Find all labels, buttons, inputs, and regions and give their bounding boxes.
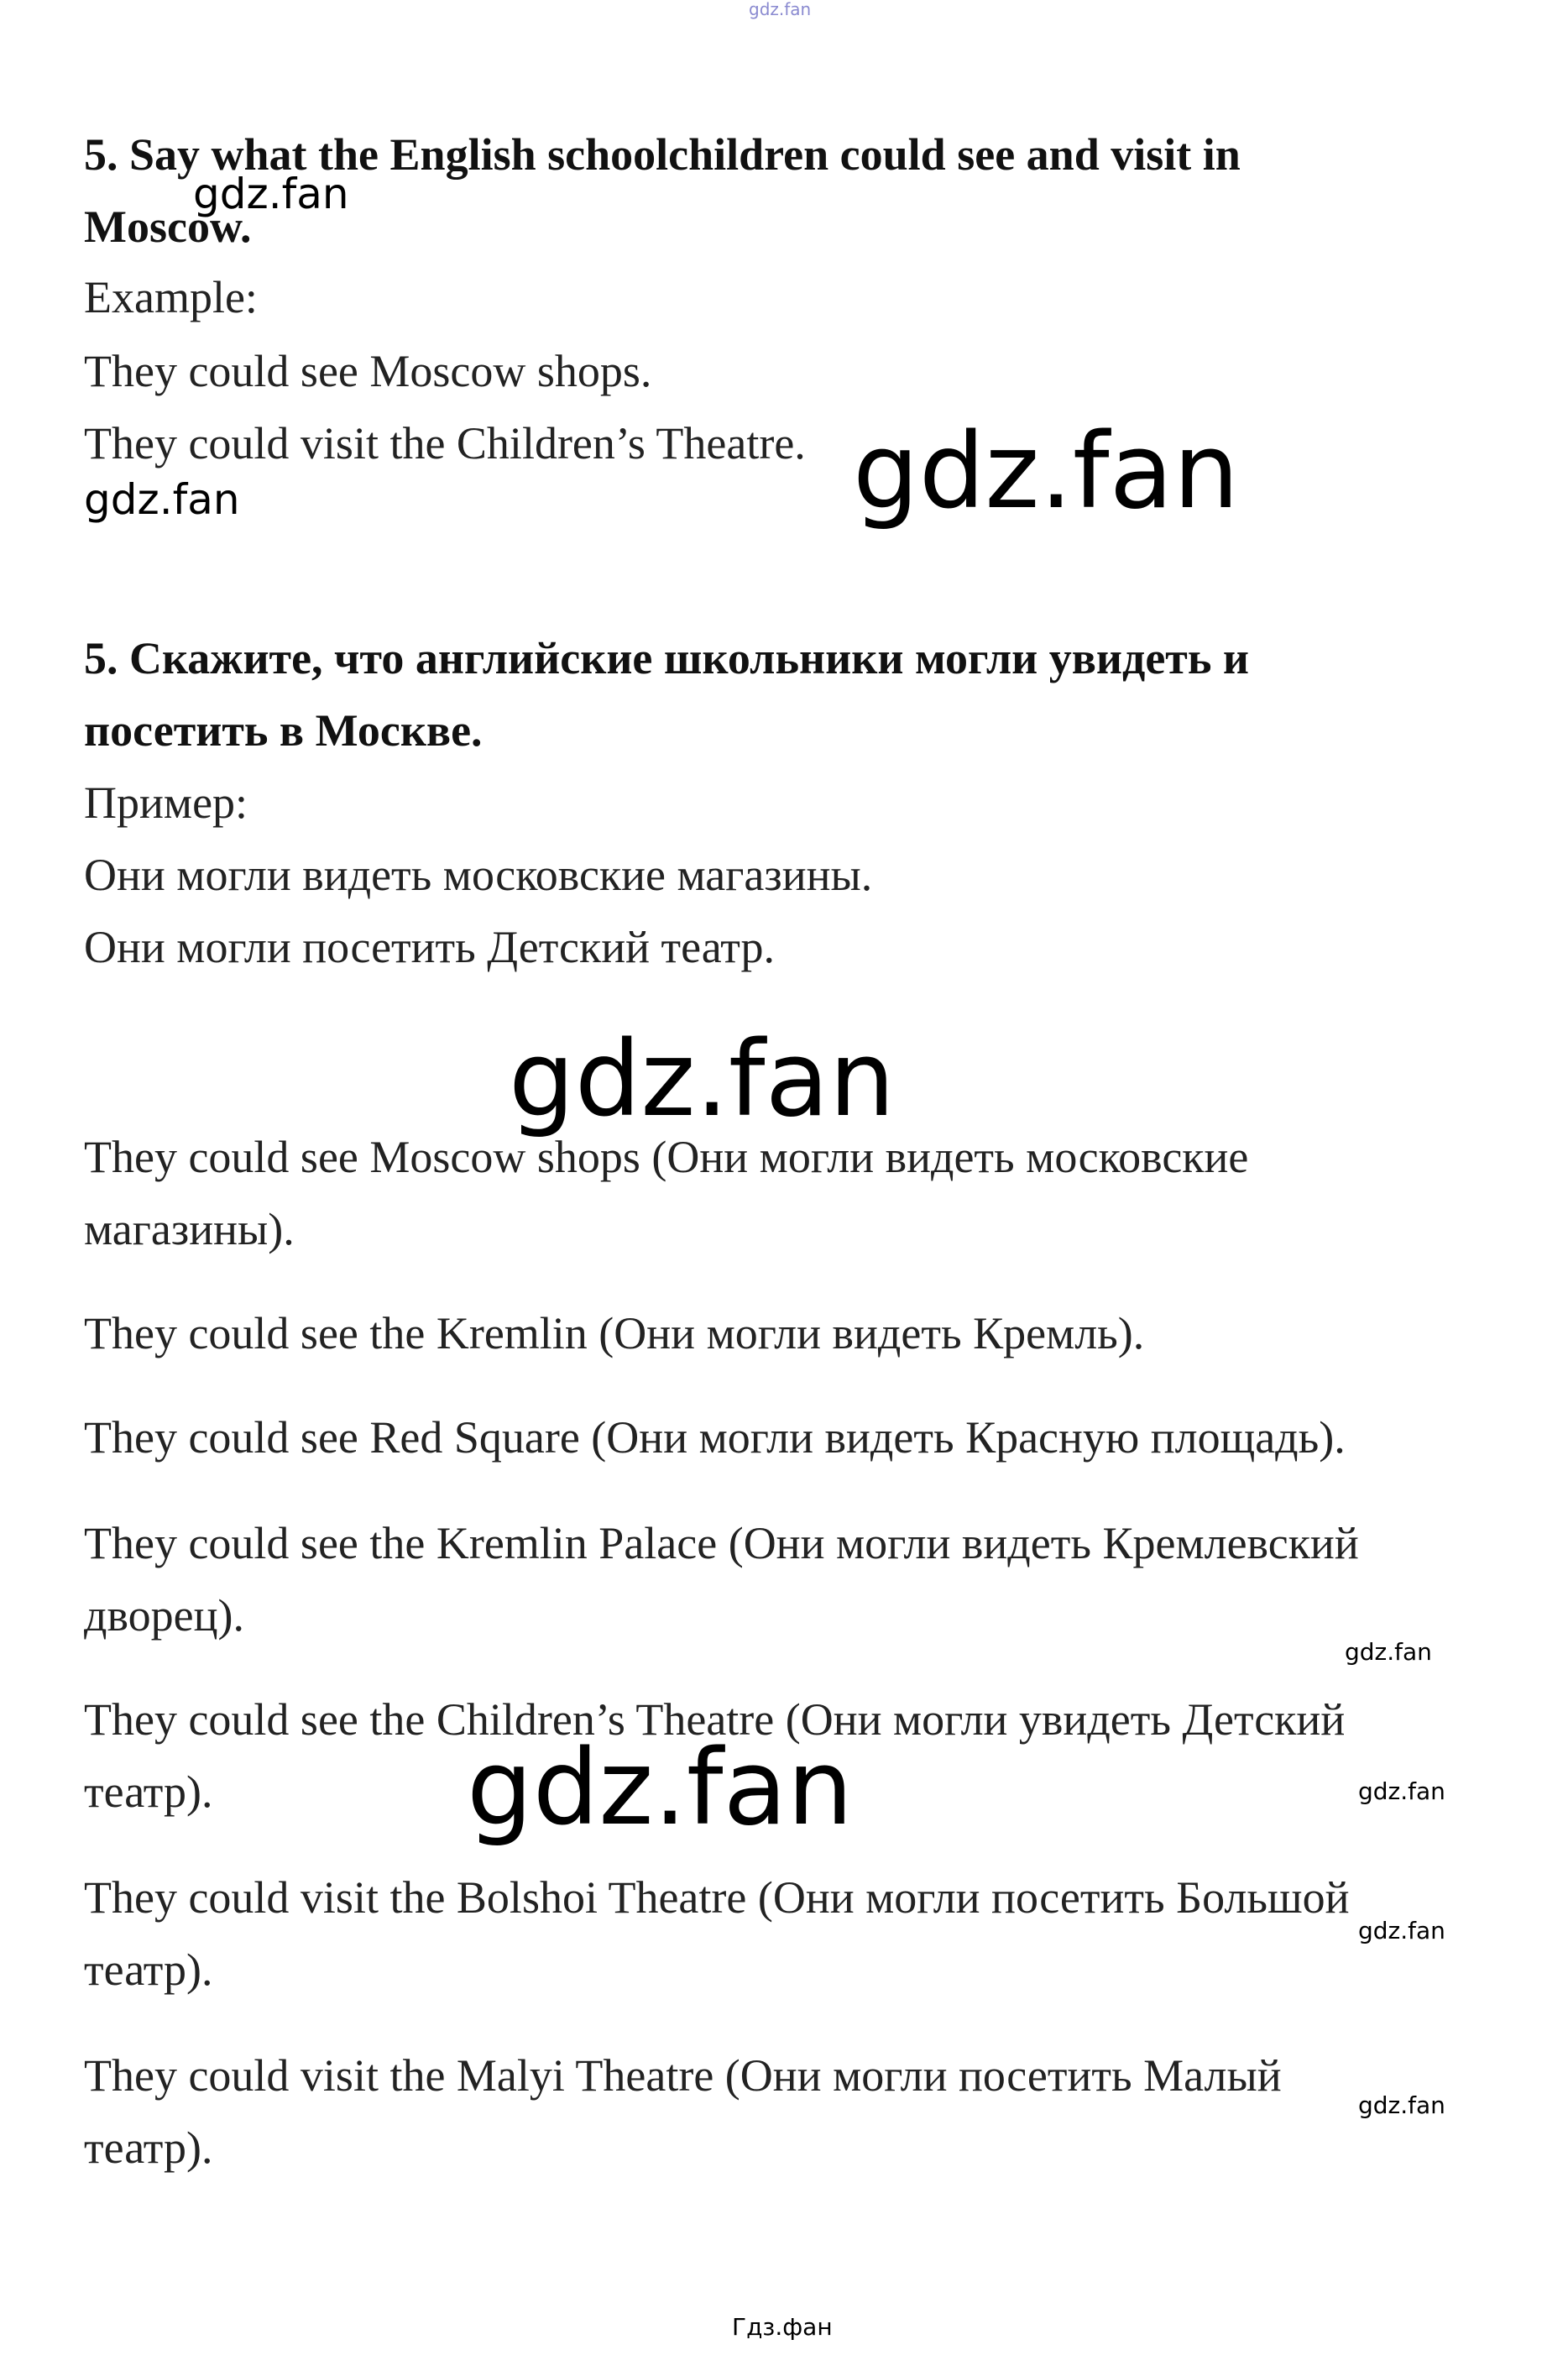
answer-4-line-1: They could see the Kremlin Palace (Они могли видеть Кремлевский [84, 1518, 1359, 1568]
english-example-label: Example: [84, 272, 258, 322]
english-example-1: They could see Moscow shops. [84, 346, 652, 396]
watermark-large-3: gdz.fan [467, 1728, 854, 1849]
answer-3-line-1: They could see Red Square (Они могли видеть Красную площадь). [84, 1412, 1346, 1463]
answer-1-line-1: They could see Moscow shops (Они могли видеть московские [84, 1132, 1249, 1182]
russian-heading-line-1: 5. Скажите, что английские школьники могли увидеть и [84, 633, 1249, 683]
answer-2-line-1: They could see the Kremlin (Они могли видеть Кремль). [84, 1308, 1145, 1358]
watermark-small-1: gdz.fan [193, 170, 349, 218]
watermark-large-2: gdz.fan [509, 1019, 896, 1140]
answer-6-line-1: They could visit the Bolshoi Theatre (Они могли посетить Большой [84, 1872, 1350, 1923]
footer-watermark: Гдз.фан [732, 2313, 833, 2341]
answer-4-line-2: дворец). [84, 1590, 244, 1641]
english-heading-line-2: Moscow. [84, 202, 252, 252]
answer-5-line-2: театр). [84, 1766, 213, 1817]
answer-5-line-1: They could see the Children’s Theatre (Они могли увидеть Детский [84, 1694, 1346, 1745]
watermark-tiny-4: gdz.fan [1358, 2091, 1445, 2119]
watermark-tiny-2: gdz.fan [1358, 1777, 1445, 1805]
watermark-top: gdz.fan [749, 0, 812, 19]
russian-heading-line-2: посетить в Москве. [84, 705, 483, 756]
russian-example-label: Пример: [84, 777, 248, 828]
watermark-small-2: gdz.fan [84, 475, 240, 524]
watermark-large-1: gdz.fan [853, 411, 1240, 532]
watermark-tiny-1: gdz.fan [1345, 1638, 1432, 1666]
russian-example-1: Они могли видеть московские магазины. [84, 850, 873, 900]
english-heading-line-1: 5. Say what the English schoolchildren could see and visit in [84, 129, 1241, 180]
answer-6-line-2: театр). [84, 1944, 213, 1995]
russian-example-2: Они могли посетить Детский театр. [84, 922, 776, 972]
watermark-tiny-3: gdz.fan [1358, 1917, 1445, 1944]
answer-7-line-1: They could visit the Malyi Theatre (Они могли посетить Малый [84, 2050, 1282, 2101]
answer-1-line-2: магазины). [84, 1204, 295, 1254]
english-example-2: They could visit the Children’s Theatre. [84, 418, 806, 468]
answer-7-line-2: театр). [84, 2122, 213, 2173]
